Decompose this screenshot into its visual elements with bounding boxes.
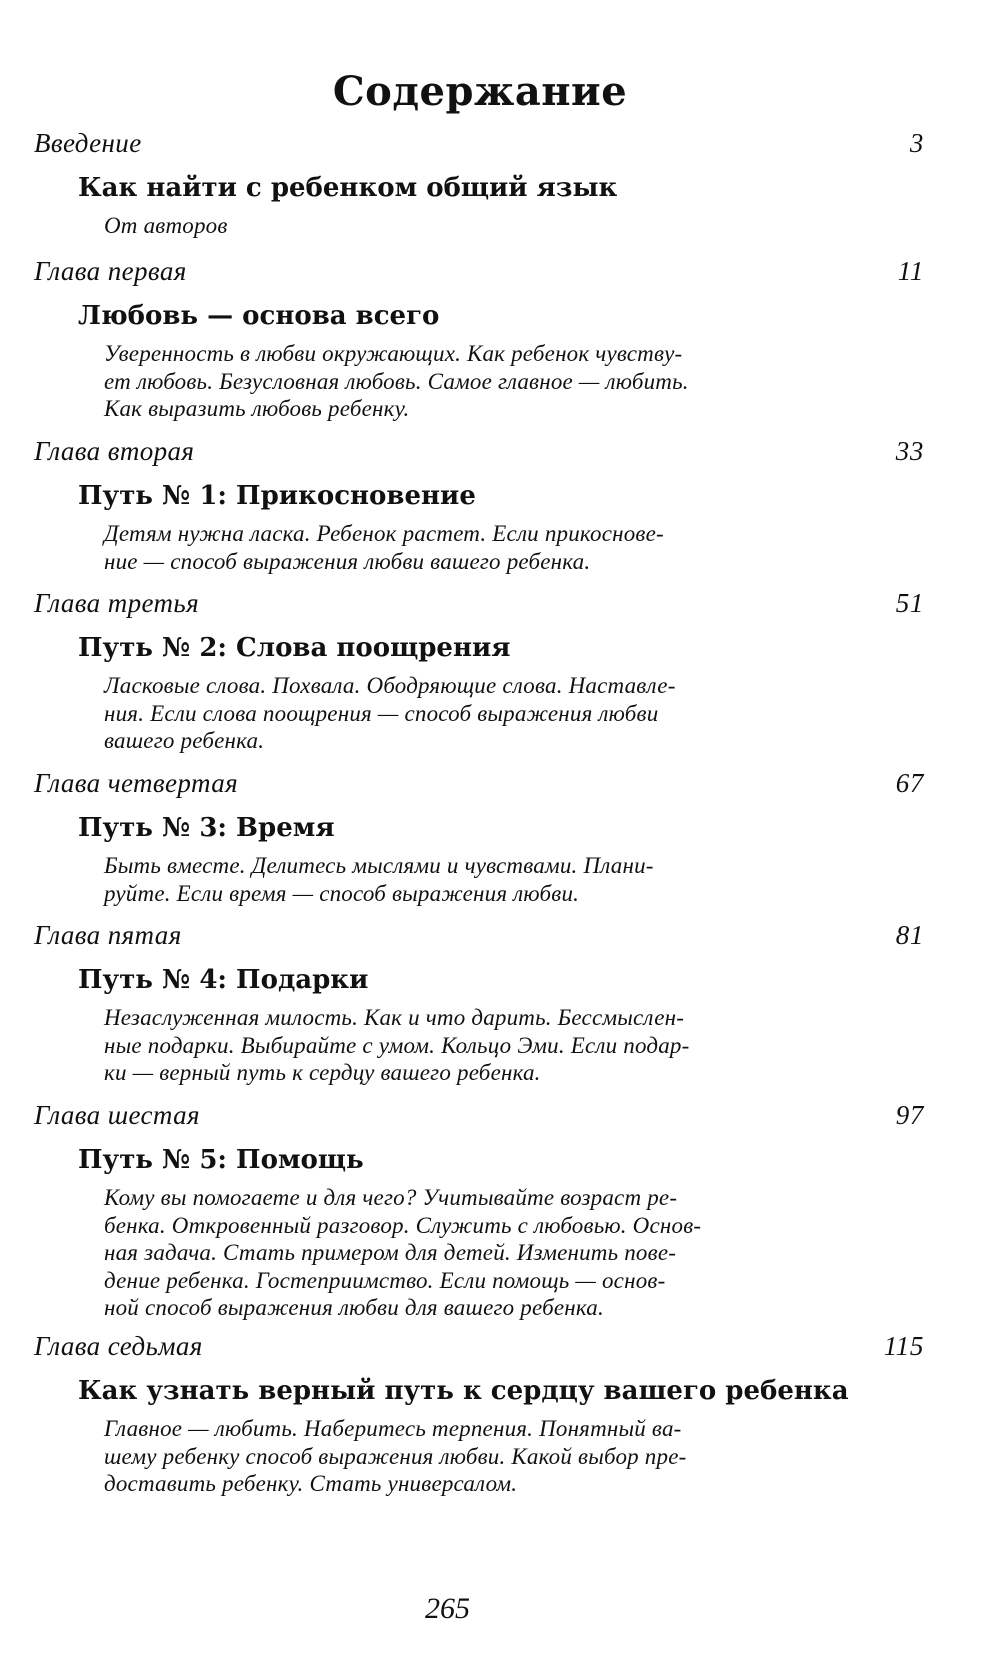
chapter-row [34, 588, 924, 620]
chapter-heading: Путь № 2: Слова поощрения [78, 633, 511, 663]
chapter-label: Глава вторая [34, 436, 195, 466]
page-number: 33 [895, 436, 924, 466]
chapter-label: Глава седьмая [34, 1331, 203, 1361]
description-line: доставить ребенку. Стать универсалом. [104, 1471, 518, 1496]
footer-page-number: 265 [425, 1592, 470, 1625]
page-number: 11 [897, 256, 924, 286]
description-line: От авторов [104, 213, 228, 238]
page-number: 115 [883, 1331, 924, 1361]
chapter-description [104, 520, 809, 575]
description-line: ет любовь. Безусловная любовь. Самое главное — любить. [104, 368, 689, 394]
toc-entry-chapter-5 [34, 920, 924, 1087]
chapter-heading: Путь № 4: Подарки [78, 965, 369, 995]
chapter-label: Глава четвертая [34, 768, 239, 798]
description-line: Ласковые слова. Похвала. Ободряющие слова. Наставле- [104, 673, 676, 698]
chapter-description [104, 212, 809, 240]
chapter-heading: Любовь — основа всего [78, 301, 440, 331]
description-line: дение ребенка. Гостеприимство. Если помощь — основ- [104, 1267, 666, 1293]
chapter-row [34, 128, 924, 160]
chapter-heading: Как найти с ребенком общий язык [78, 173, 618, 203]
description-line: ные подарки. Выбирайте с умом. Кольцо Эми. Если подар- [104, 1032, 690, 1058]
page-number: 67 [895, 768, 924, 798]
description-line: ки — верный путь к сердцу вашего ребенка. [104, 1060, 541, 1085]
chapter-row [34, 1331, 924, 1363]
toc-entry-chapter-1 [34, 256, 924, 423]
description-line: ния. Если слова поощрения — способ выражения любви [104, 700, 659, 726]
description-line: шему ребенку способ выражения любви. Какой выбор пре- [104, 1443, 687, 1469]
page-number: 51 [895, 588, 924, 618]
chapter-row [34, 920, 924, 952]
chapter-label: Глава шестая [34, 1100, 200, 1130]
description-line: руйте. Если время — способ выражения любви. [104, 880, 580, 906]
page-number: 81 [895, 920, 924, 950]
chapter-heading: Путь № 3: Время [78, 813, 335, 843]
description-line: ние — способ выражения любви вашего ребенка. [104, 548, 591, 574]
description-line: Детям нужна ласка. Ребенок растет. Если прикоснове- [104, 521, 664, 546]
chapter-row [34, 1100, 924, 1132]
chapter-row [34, 256, 924, 288]
description-line: вашего ребенка. [104, 728, 265, 753]
toc-entry-chapter-2 [34, 436, 924, 575]
chapter-description [104, 1004, 809, 1087]
description-line: Незаслуженная милость. Как и что дарить. Бессмыслен- [104, 1005, 685, 1030]
description-line: ной способ выражения любви для вашего ребенка. [104, 1295, 604, 1320]
description-line: Кому вы помогаете и для чего? Учитывайте возраст ре- [104, 1185, 678, 1210]
chapter-description [104, 1415, 809, 1498]
chapter-heading: Как узнать верный путь к сердцу вашего ребенка [78, 1376, 849, 1406]
chapter-label: Введение [34, 128, 142, 158]
chapter-row [34, 768, 924, 800]
chapter-label: Глава пятая [34, 920, 182, 950]
page-title: Содержание [332, 68, 628, 115]
chapter-heading: Путь № 1: Прикосновение [78, 481, 476, 511]
chapter-description [104, 340, 809, 423]
description-line: ная задача. Стать примером для детей. Изменить пове- [104, 1240, 677, 1265]
toc-entry-introduction [34, 128, 924, 240]
chapter-description [104, 1184, 809, 1322]
description-line: Как выразить любовь ребенку. [104, 396, 410, 421]
page-number: 3 [909, 128, 924, 158]
page-number: 97 [895, 1100, 924, 1130]
chapter-label: Глава третья [34, 588, 200, 618]
description-line: бенка. Откровенный разговор. Служить с любовью. Основ- [104, 1212, 702, 1238]
chapter-row [34, 436, 924, 468]
chapter-description [104, 852, 809, 907]
toc-entry-chapter-3 [34, 588, 924, 755]
description-line: Уверенность в любви окружающих. Как ребенок чувству- [104, 341, 683, 366]
chapter-heading: Путь № 5: Помощь [78, 1145, 364, 1175]
toc-entry-chapter-4 [34, 768, 924, 907]
toc-entry-chapter-7 [34, 1331, 924, 1498]
chapter-label: Глава первая [34, 256, 187, 286]
toc-entry-chapter-6 [34, 1100, 924, 1322]
chapter-description [104, 672, 809, 755]
description-line: Главное — любить. Наберитесь терпения. Понятный ва- [104, 1416, 682, 1441]
description-line: Быть вместе. Делитесь мыслями и чувствами. Плани- [104, 853, 654, 878]
